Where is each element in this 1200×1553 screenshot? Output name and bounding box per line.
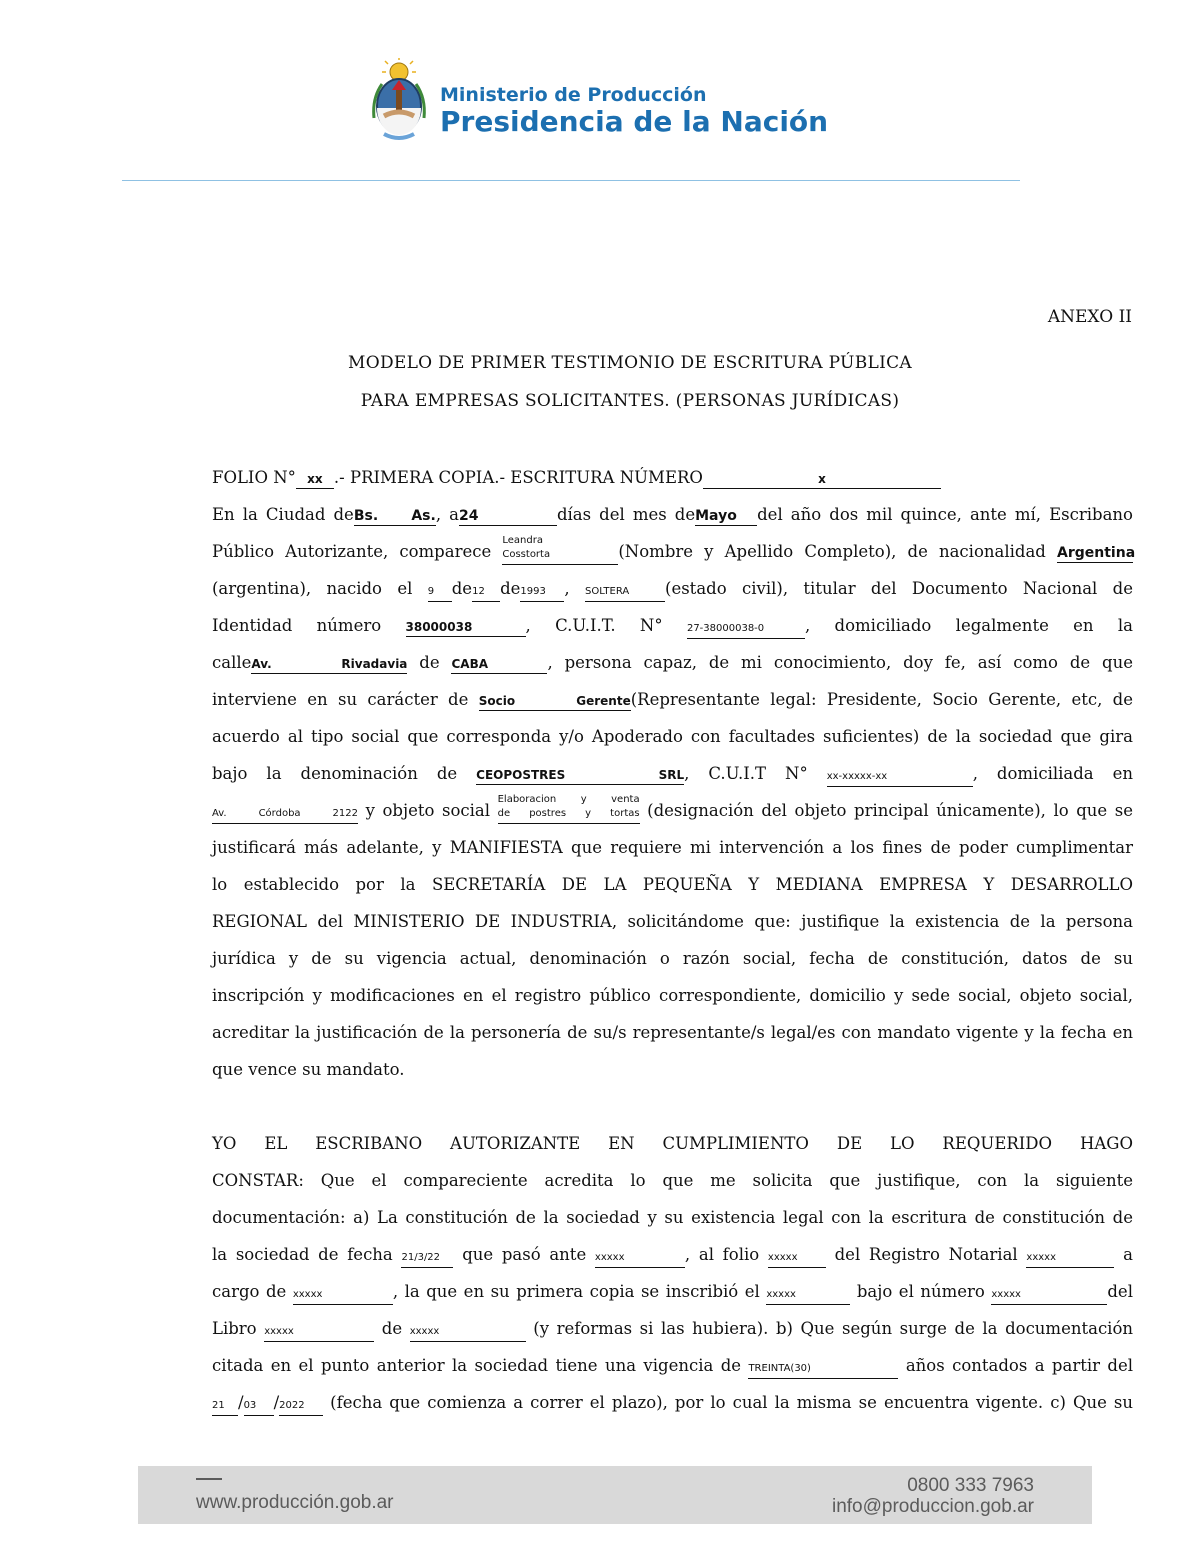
validity-years-field[interactable]: TREINTA(30): [748, 1360, 898, 1379]
ministry-name: Ministerio de Producción: [440, 84, 707, 106]
city-field[interactable]: Bs. As.: [353, 508, 436, 524]
text-line: interviene en su carácter de Socio Gerente(Representante legal: Presidente, Socio Gerente, etc, de: [212, 690, 1133, 709]
birth-day-field[interactable]: 9: [428, 583, 452, 602]
nationality-field[interactable]: Argentina: [1057, 545, 1136, 561]
corporate-purpose-field[interactable]: Elaboracion y venta de postres y tortas: [498, 805, 640, 824]
text-line: Identidad número 38000038 , C.U.I.T. N° 27-38000038-0 , domiciliado legalmente en la: [212, 614, 1133, 638]
text-line: lo establecido por la SECRETARÍA DE LA PEQUEÑA Y MEDIANA EMPRESA Y DESARROLLO: [212, 875, 1133, 894]
text-line: Av. Córdoba 2122 y objeto social Elaboracion y venta de postres y tortas (designación del objeto principal únicamente), lo que se: [212, 799, 1133, 823]
text-line: Libro xxxxx de xxxxx (y reformas si las hubiera). b) Que según surge de la documentación: [212, 1317, 1133, 1341]
text-line: documentación: a) La constitución de la sociedad y su existencia legal con la escritura de constitución de: [212, 1208, 1133, 1227]
registration-number-field[interactable]: xxxxx: [991, 1286, 1107, 1305]
folio-line: FOLIO N° xx .- PRIMERA COPIA.- ESCRITURA NÚMERO x: [212, 466, 1133, 490]
registration-date-field[interactable]: xxxxx: [766, 1286, 850, 1305]
text-line: Público Autorizante, comparece Leandra Cosstorta (Nombre y Apellido Completo), de nacionalidad Argentina: [212, 540, 1133, 564]
argentina-coat-of-arms-icon: [370, 58, 428, 142]
text-line: jurídica y de su vigencia actual, denominación o razón social, fecha de constitución, datos de su: [212, 949, 1133, 968]
text-line: bajo la denominación de CEOPOSTRES SRL, C.U.I.T N° xx-xxxxx-xx , domiciliada en: [212, 762, 1133, 786]
text-line: cargo de xxxxx , la que en su primera copia se inscribió el xxxxx bajo el número xxxxx del: [212, 1280, 1133, 1304]
start-day-field[interactable]: 21: [212, 1397, 238, 1416]
text-line: justificará más adelante, y MANIFIESTA que requiere mi intervención a los fines de poder cumplimentar: [212, 838, 1133, 857]
notary-field[interactable]: xxxxx: [595, 1249, 685, 1268]
footer-dash: [196, 1478, 222, 1480]
in-charge-field[interactable]: xxxxx: [293, 1286, 393, 1305]
locality-field[interactable]: CABA: [451, 655, 547, 674]
birth-month-field[interactable]: 12: [472, 583, 500, 602]
cuit-field[interactable]: 27-38000038-0: [687, 620, 805, 639]
days-field[interactable]: 24: [459, 507, 557, 526]
month-field[interactable]: Mayo: [695, 507, 757, 526]
company-cuit-field[interactable]: xx-xxxxx-xx: [827, 768, 973, 787]
text-line: REGIONAL del MINISTERIO DE INDUSTRIA, solicitándome que: justifique la existencia de la persona: [212, 912, 1133, 931]
text-line: acuerdo al tipo social que corresponda y/o Apoderado con facultades suficientes) de la sociedad que gira: [212, 727, 1133, 746]
escritura-number-field[interactable]: x: [703, 470, 941, 489]
text-line: YO EL ESCRIBANO AUTORIZANTE EN CUMPLIMIENTO DE LO REQUERIDO HAGO: [212, 1134, 1133, 1153]
notarial-registry-field[interactable]: xxxxx: [1026, 1249, 1114, 1268]
start-year-field[interactable]: 2022: [279, 1397, 323, 1416]
text-line: que vence su mandato.: [212, 1060, 405, 1079]
text-line: CONSTAR: Que el compareciente acredita lo que me solicita que justifique, con la siguiente: [212, 1171, 1133, 1190]
text-line: En la Ciudad deBs. As., a24 días del mes deMayo del año dos mil quince, ante mí, Escribano: [212, 505, 1133, 524]
street-field[interactable]: Av. Rivadavia: [251, 655, 407, 674]
company-name-field[interactable]: CEOPOSTRES SRL: [476, 766, 684, 785]
header-divider: [122, 180, 1020, 181]
text-line: citada en el punto anterior la sociedad tiene una vigencia de TREINTA(30) años contados a partir del: [212, 1354, 1133, 1378]
document-title: MODELO DE PRIMER TESTIMONIO DE ESCRITURA PÚBLICA: [348, 353, 912, 373]
folio-field[interactable]: xx: [296, 470, 334, 489]
letterhead: [370, 58, 830, 142]
footer-website-link[interactable]: www.producción.gob.ar: [196, 1492, 394, 1513]
dni-field[interactable]: 38000038: [406, 618, 526, 637]
text-line: (argentina), nacido el 9 de12 de1993 , SOLTERA (estado civil), titular del Documento Nacional de: [212, 577, 1133, 601]
company-address-field[interactable]: Av. Córdoba 2122: [212, 805, 358, 824]
presidency-name: Presidencia de la Nación: [440, 105, 829, 138]
book-field[interactable]: xxxxx: [264, 1323, 374, 1342]
footer-phone: 0800 333 7963: [907, 1475, 1034, 1496]
footer-email-link[interactable]: info@produccion.gob.ar: [831, 1496, 1034, 1517]
annex-label: ANEXO II: [1047, 307, 1132, 327]
text-line: la sociedad de fecha 21/3/22 que pasó ante xxxxx , al folio xxxxx del Registro Notarial xxxxx a: [212, 1243, 1133, 1267]
document-subtitle: PARA EMPRESAS SOLICITANTES. (PERSONAS JURÍDICAS): [360, 391, 900, 411]
civil-status-field[interactable]: SOLTERA: [585, 583, 665, 602]
text-line: acreditar la justificación de la personería de su/s representante/s legal/es con mandato vigente y la fecha en: [212, 1023, 1133, 1042]
book-of-field[interactable]: xxxxx: [410, 1323, 526, 1342]
folio-field[interactable]: xxxxx: [768, 1249, 826, 1268]
text-line: 21 /03 /2022 (fecha que comienza a correr el plazo), por lo cual la misma se encuentra vigente. c) Que su: [212, 1391, 1133, 1415]
organization-name: [440, 84, 828, 138]
constitution-date-field[interactable]: 21/3/22: [401, 1249, 453, 1268]
role-field[interactable]: Socio Gerente: [479, 692, 631, 711]
text-line: inscripción y modificaciones en el registro público correspondiente, domicilio y sede social, objeto social,: [212, 986, 1133, 1005]
start-month-field[interactable]: 03: [244, 1397, 274, 1416]
birth-year-field[interactable]: 1993: [520, 583, 564, 602]
page-footer: [138, 1466, 1092, 1524]
full-name-field[interactable]: Leandra Cosstorta: [502, 546, 618, 565]
text-line: calleAv. Rivadavia de CABA , persona capaz, de mi conocimiento, doy fe, así como de que: [212, 653, 1133, 672]
